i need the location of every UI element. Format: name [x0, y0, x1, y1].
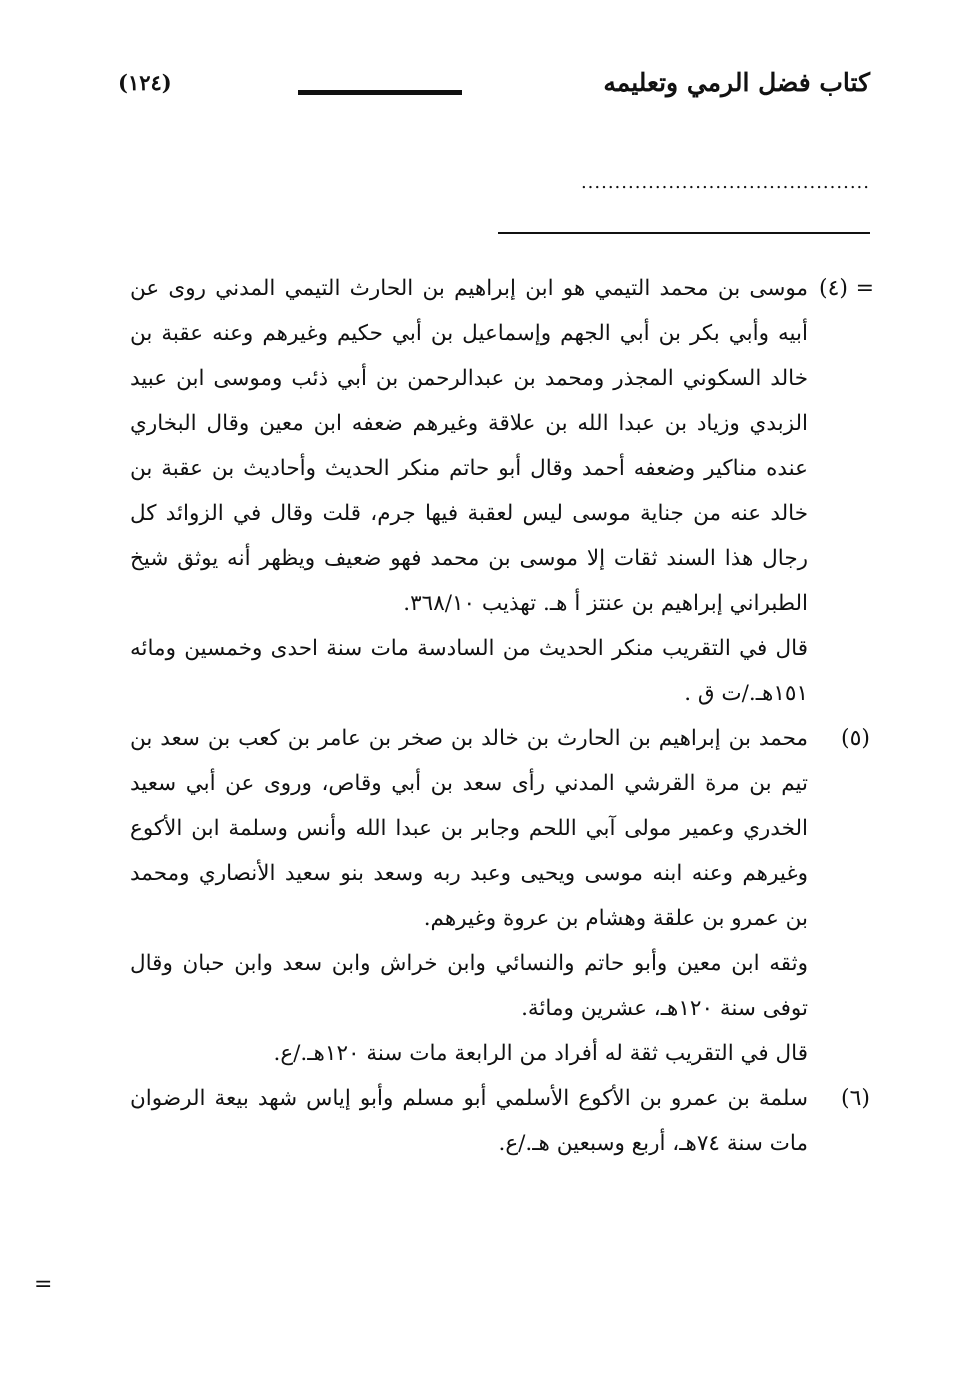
footnote-5 — [130, 716, 870, 1076]
footnote-paragraph: قال في التقريب منكر الحديث من السادسة مات سنة احدى وخمسين ومائه ١٥١هـ./ت ق . — [130, 636, 808, 706]
book-title: كتاب فضل الرمي وتعليمه — [603, 68, 870, 97]
footnote-paragraph: وثقه ابن معين وأبو حاتم والنسائي وابن خراش وابن سعد وابن حبان وقال توفى سنة ١٢٠هـ، عشرين ومائة. — [130, 951, 808, 1021]
footnote-marker: (٦) — [840, 1086, 870, 1111]
page-header — [100, 60, 870, 100]
footnote-paragraph: سلمة بن عمرو بن الأكوع الأسلمي أبو مسلم وأبو إياس شهد بيعة الرضوان مات سنة ٧٤هـ، أربع وسبعين هـ./ع. — [130, 1086, 808, 1156]
footnote-6 — [130, 1076, 870, 1166]
footnote-separator — [498, 232, 870, 234]
footnote-marker: (٤) — [818, 276, 848, 301]
page-number: (١٢٤) — [118, 70, 172, 95]
footnotes-section — [130, 266, 874, 1166]
footnote-paragraph: قال في التقريب ثقة له أفراد من الرابعة مات سنة ١٢٠هـ./ع. — [273, 1041, 808, 1066]
footnote-marker: (٥) — [840, 726, 870, 751]
footnote-paragraph: موسى بن محمد التيمي هو ابن إبراهيم بن الحارث التيمي المدني روى عن أبيه وأبي بكر بن أبي الجهم وإسماعيل بن أبي حكيم وغيرهم وعنه عقبة بن خالد السكوني المجذر ومحمد بن عبدالرحمن بن أبي ذئب وموسى ابن عبيد الزبدي وزياد بن عبدا الله بن علاقة وغيرهم ضعفه ابن معين وقال البخاري عنده مناكير وضعفه أحمد وقال أبو حاتم منكر الحديث وأحاديث بن عقبة بن خالد عنه من جناية موسى ليس لعقبة فيها جرم، قلت وقال في الزوائد كل رجال هذا السند ثقات إلا موسى بن محمد فهو ضعيف ويظهر أنه يوثق شيخ الطبراني إبراهيم بن عنتز أ هـ. تهذيب ٣٦٨/١٠. — [130, 276, 809, 616]
header-rule — [298, 90, 462, 95]
dotted-line: ........................................... — [580, 172, 870, 193]
footnote-4 — [130, 266, 874, 716]
continuation-mark: = — [855, 276, 874, 301]
continuation-mark-end: = — [34, 1272, 53, 1297]
footnote-paragraph: محمد بن إبراهيم بن الحارث بن خالد بن صخر بن عامر بن كعب بن سعد بن تيم بن مرة القرشي المدني رأى سعد بن أبي وقاص، وروى عن أبي سعيد الخدري وعمير مولى آبي اللحم وجابر بن عبدا الله وأنس وسلمة ابن الأكوع وغيرهم وعنه ابنه موسى ويحيى وعبد ربه وسعد بنو سعيد الأنصاري ومحمد بن عمرو بن علقة وهشام بن عروة وغيرهم. — [130, 726, 808, 931]
